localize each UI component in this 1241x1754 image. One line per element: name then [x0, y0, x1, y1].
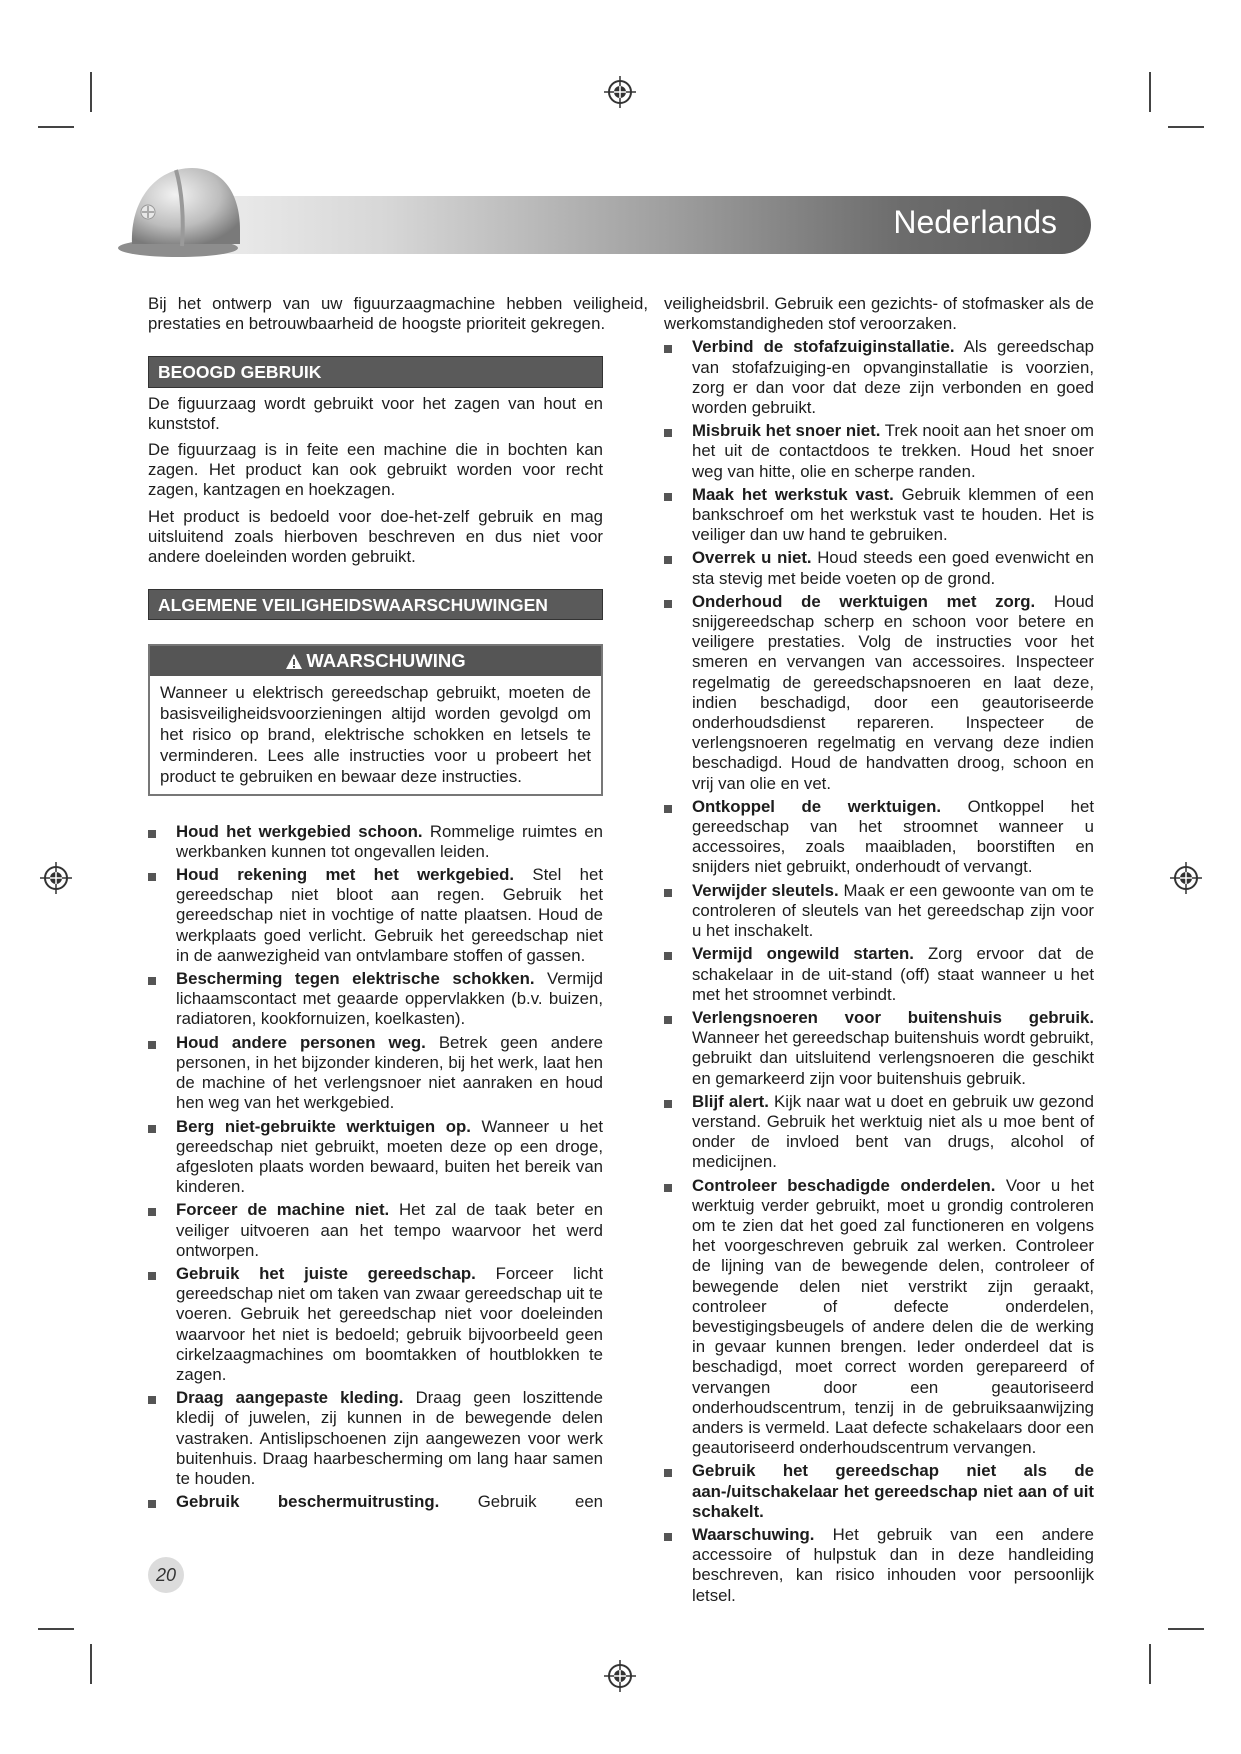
crop-mark: [38, 1628, 74, 1630]
crop-mark: [1168, 1628, 1204, 1630]
list-item: Verlengsnoeren voor buitenshuis gebruik. Wanneer het gereedschap buitenshuis wordt gebruikt, gebruikt dan uitsluitend verlengsnoeren die geschikt en gemarkeerd zijn voor buitenshuis gebruik.: [664, 1008, 1094, 1089]
list-item: Berg niet-gebruikte werktuigen op. Wanneer u het gereedschap niet gebruikt, moeten deze op een droge, afgesloten plaats worden bewaard, buiten het bereik van kinderen.: [148, 1117, 603, 1198]
list-item: Draag aangepaste kleding. Draag geen loszittende kledij of juwelen, zij kunnen in de bewegende delen vastraken. Antislipschoenen zijn aangewezen voor werk buitenhuis. Draag haarbescherming om lang haar samen te houden.: [148, 1388, 603, 1489]
crop-mark: [90, 1644, 92, 1684]
list-item: Houd andere personen weg. Betrek geen andere personen, in het bijzonder kinderen, bij het werk, laat hen de machine of het verlengsnoer niet aanraken en houd hen weg van het werkgebied.: [148, 1033, 603, 1114]
list-item: Waarschuwing. Het gebruik van een andere accessoire of hulpstuk dan in deze handleiding beschreven, kan risico inhouden voor persoonlijk letsel.: [664, 1525, 1094, 1606]
warning-text: Wanneer u elektrisch gereedschap gebruikt, moeten de basisveiligheidsvoorzieningen altijd worden gevolgd om het risico op brand, elektrische schokken en letsels te verminderen. Lees alle instructies voor u probeert het product te gebruiken en bewaar deze instructies.: [160, 682, 591, 787]
registration-mark-icon: [604, 76, 636, 108]
warning-triangle-icon: [285, 653, 303, 671]
list-item: Bescherming tegen elektrische schokken. Vermijd lichaamscontact met geaarde oppervlakken (b.v. buizen, radiatoren, kookfornuizen, koelkasten).: [148, 969, 603, 1030]
registration-mark-icon: [604, 1660, 636, 1692]
page-number: 20: [148, 1557, 184, 1593]
list-item: Controleer beschadigde onderdelen. Voor u het werktuig verder gebruikt, moet u grondig controleren om te zien dat het goed zal functioneren en volgens het voorgeschreven gebruik zal werken. Controleer de lijning van de bewegende delen, controleer of bewegende delen niet verstrikt zijn geraakt, controleer of defecte onderdelen, bevestigingsbeugels of andere delen die de werking in gevaar kunnen brengen. Ieder onderdeel dat is beschadigd, moet correct worden gerepareerd of vervangen door een geautoriseerd onderhoudscentrum, tenzij in de gebruiksaanwijzing anders is vermeld. Laat defecte schakelaars door een geautoriseerd onderhoudscentrum vervangen.: [664, 1176, 1094, 1459]
paragraph: De figuurzaag is in feite een machine die in bochten kan zagen. Het product kan ook gebruikt worden voor recht zagen, kantzagen en hoekzagen.: [148, 440, 603, 500]
right-safety-list: [664, 337, 1094, 1605]
list-item: Ontkoppel de werktuigen. Ontkoppel het gereedschap van het stroomnet wanneer u accessoires, zoals maaibladen, boorstiften en snijders niet gebruikt, onderhoudt of vervangt.: [664, 797, 1094, 878]
crop-mark: [1149, 72, 1151, 112]
left-column: [148, 294, 648, 1512]
list-item: Forceer de machine niet. Het zal de taak beter en veiliger uitvoeren aan het tempo waarvoor het werd ontworpen.: [148, 1200, 603, 1261]
registration-mark-icon: [1170, 862, 1202, 894]
language-title: Nederlands: [893, 204, 1057, 240]
list-item: Houd het werkgebied schoon. Rommelige ruimtes en werkbanken kunnen tot ongevallen leiden.: [148, 822, 603, 862]
list-item: Misbruik het snoer niet. Trek nooit aan het snoer om het uit de contactdoos te trekken. Houd het snoer weg van hitte, olie en scherpe randen.: [664, 421, 1094, 482]
left-safety-list: [148, 822, 603, 1513]
registration-mark-icon: [40, 862, 72, 894]
list-item: Blijf alert. Kijk naar wat u doet en gebruik uw gezond verstand. Gebruik het werktuig niet als u moe bent of onder de invloed bent van drugs, alcohol of medicijnen.: [664, 1092, 1094, 1173]
list-item: Maak het werkstuk vast. Gebruik klemmen of een bankschroef om het werkstuk vast te houden. Het is veiliger dan uw hand te gebruiken.: [664, 485, 1094, 546]
warning-header: [150, 646, 601, 675]
list-item: Gebruik beschermuitrusting. Gebruik een: [148, 1492, 603, 1512]
warning-box: [148, 644, 603, 795]
crop-mark: [1149, 1644, 1151, 1684]
right-column: [664, 294, 1094, 1606]
list-item: Verbind de stofafzuiginstallatie. Als gereedschap van stofafzuiging-en opvanginstallatie is voorzien, zorg er dan voor dat deze zijn verbonden en goed worden gebruikt.: [664, 337, 1094, 418]
crop-mark: [90, 72, 92, 112]
list-item: Gebruik het juiste gereedschap. Forceer licht gereedschap niet om taken van zwaar gereedschap uit te voeren. Gebruik het gereedschap niet voor doeleinden waarvoor het niet is bedoeld; gebruik bijvoorbeeld geen cirkelzaagmachines om boomtakken of houtblokken te zagen.: [148, 1264, 603, 1385]
crop-mark: [1168, 126, 1204, 128]
crop-mark: [38, 126, 74, 128]
safety-helmet-icon: [116, 160, 256, 260]
list-item: Onderhoud de werktuigen met zorg. Houd snijgereedschap scherp en schoon voor betere en veiligere prestaties. Volg de instructies voor het smeren en vervangen van accessoires. Inspecteer regelmatig de gereedschapsnoeren en laat deze, indien beschadigd, door een geautoriseerde onderhoudsdienst repareren. Inspecteer de verlengsnoeren regelmatig en vervang deze indien beschadigd. Houd de handvatten droog, schoon en vrij van olie en vet.: [664, 592, 1094, 794]
list-item: Verwijder sleutels. Maak er een gewoonte van om te controleren of sleutels van het gereedschap zijn voor u het inschakelt.: [664, 881, 1094, 942]
header-bar: [150, 196, 1091, 254]
warning-title: WAARSCHUWING: [306, 650, 466, 672]
paragraph: De figuurzaag wordt gebruikt voor het zagen van hout en kunststof.: [148, 393, 603, 433]
list-item: Overrek u niet. Houd steeds een goed evenwicht en sta stevig met beide voeten op de grond.: [664, 548, 1094, 588]
section-heading-beoogd-gebruik: BEOOGD GEBRUIK: [148, 356, 603, 387]
section-heading-veiligheidswaarschuwingen: ALGEMENE VEILIGHEIDSWAARSCHUWINGEN: [148, 589, 603, 620]
intro-paragraph: Bij het ontwerp van uw figuurzaagmachine hebben veiligheid, prestaties en betrouwbaarheid de hoogste prioriteit gekregen.: [148, 294, 648, 334]
list-item: Gebruik het gereedschap niet als de aan-/uitschakelaar het gereedschap niet aan of uit schakelt.: [664, 1461, 1094, 1522]
list-item: Vermijd ongewild starten. Zorg ervoor dat de schakelaar in de uit-stand (off) staat wanneer u het met het stroomnet verbindt.: [664, 944, 1094, 1005]
continued-paragraph: veiligheidsbril. Gebruik een gezichts- of stofmasker als de werkomstandigheden stof veroorzaken.: [664, 294, 1094, 334]
list-item: Houd rekening met het werkgebied. Stel het gereedschap niet bloot aan regen. Gebruik het gereedschap niet in vochtige of natte plaatsen. Houd de werkplaats goed verlicht. Gebruik het gereedschap niet in de aanwezigheid van ontvlambare stoffen of gassen.: [148, 865, 603, 966]
paragraph: Het product is bedoeld voor doe-het-zelf gebruik en mag uitsluitend zoals hierboven beschreven en dus niet voor andere doeleinden worden gebruikt.: [148, 506, 603, 567]
